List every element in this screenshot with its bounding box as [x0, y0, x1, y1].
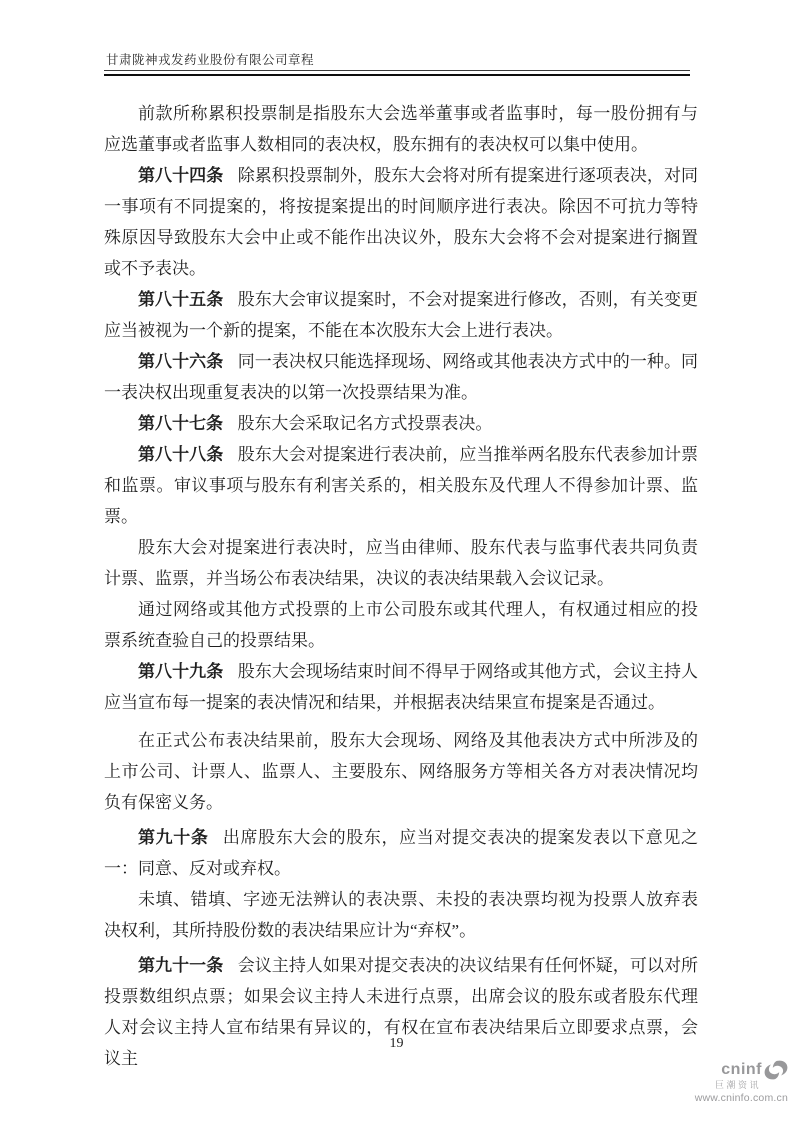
header-title: 甘肃陇神戎发药业股份有限公司章程 — [106, 53, 315, 67]
paragraph-text: 股东大会现场结束时间不得早于网络或其他方式，会议主持人应当宣布每一提案的表决情况和结果，并根据表决结果宣布提案是否通过。 — [104, 662, 699, 712]
paragraph-text: 通过网络或其他方式投票的上市公司股东或其代理人，有权通过相应的投票系统查验自己的投票结果。 — [104, 600, 698, 650]
cninfo-logo — [695, 1060, 788, 1104]
document-body — [104, 98, 698, 1074]
paragraph-text: 未填、错填、字迹无法辨认的表决票、未投的表决票均视为投票人放弃表决权利，其所持股份数的表决结果应计为“弃权”。 — [104, 890, 698, 940]
paragraph-3 — [104, 284, 698, 346]
paragraph-text: 股东大会采取记名方式投票表决。 — [237, 414, 493, 433]
cninfo-logo-row — [721, 1060, 788, 1080]
paragraph-10 — [104, 725, 698, 818]
paragraph-text: 出席股东大会的股东，应当对提交表决的提案发表以下意见之一：同意、反对或弃权。 — [104, 828, 699, 878]
cninfo-url: www.cninfo.com.cn — [694, 1091, 788, 1104]
paragraph-text: 股东大会对提案进行表决前，应当推举两名股东代表参加计票和监票。审议事项与股东有利害关系的，相关股东及代理人不得参加计票、监票。 — [104, 445, 699, 526]
cninfo-name: 巨潮资讯 — [714, 1080, 761, 1090]
paragraph-1 — [104, 98, 698, 160]
article-number: 第八十七条 — [138, 414, 223, 433]
cninfo-brand-text: cninf — [721, 1061, 762, 1079]
paragraph-text: 股东大会对提案进行表决时，应当由律师、股东代表与监事代表共同负责计票、监票，并当场公布表决结果，决议的表决结果载入会议记录。 — [104, 538, 698, 588]
paragraph-12 — [104, 884, 698, 946]
article-number: 第九十条 — [138, 828, 209, 847]
paragraph-text: 在正式公布表决结果前，股东大会现场、网络及其他表决方式中所涉及的上市公司、计票人、监票人、主要股东、网络服务方等相关各方对表决情况均负有保密义务。 — [104, 731, 698, 812]
paragraph-6 — [104, 439, 698, 532]
paragraph-text: 前款所称累积投票制是指股东大会选举董事或者监事时，每一股份拥有与应选董事或者监事人数相同的表决权，股东拥有的表决权可以集中使用。 — [104, 104, 698, 154]
article-number: 第九十一条 — [138, 956, 224, 975]
paragraph-8 — [104, 594, 698, 656]
paragraph-13 — [104, 950, 698, 1074]
paragraph-11 — [104, 822, 698, 884]
article-number: 第八十八条 — [138, 445, 224, 464]
paragraph-text: 股东大会审议提案时，不会对提案进行修改，否则，有关变更应当被视为一个新的提案，不能在本次股东大会上进行表决。 — [104, 290, 699, 340]
article-number: 第八十五条 — [138, 290, 224, 309]
article-number: 第八十九条 — [138, 662, 224, 681]
article-number: 第八十四条 — [138, 166, 224, 185]
paragraph-text: 除累积投票制外，股东大会将对所有提案进行逐项表决，对同一事项有不同提案的，将按提案提出的时间顺序进行表决。除因不可抗力等特殊原因导致股东大会中止或不能作出决议外，股东大会将不会对提案进行搁置或不予表决。 — [104, 166, 699, 278]
cninfo-swirl-icon — [764, 1060, 788, 1080]
paragraph-text: 同一表决权只能选择现场、网络或其他表决方式中的一种。同一表决权出现重复表决的以第一次投票结果为准。 — [104, 352, 699, 402]
paragraph-text: 会议主持人如果对提交表决的决议结果有任何怀疑，可以对所投票数组织点票；如果会议主持人未进行点票，出席会议的股东或者股东代理人对会议主持人宣布结果有异议的，有权在宣布表决结果后立即要求点票，会议主 — [104, 956, 699, 1068]
header-rule — [104, 70, 690, 76]
paragraph-9 — [104, 656, 698, 718]
paragraph-7 — [104, 532, 698, 594]
paragraph-2 — [104, 160, 698, 284]
paragraph-4 — [104, 346, 698, 408]
paragraph-5 — [104, 408, 698, 439]
page-number: 19 — [389, 1036, 404, 1051]
article-number: 第八十六条 — [138, 352, 224, 371]
